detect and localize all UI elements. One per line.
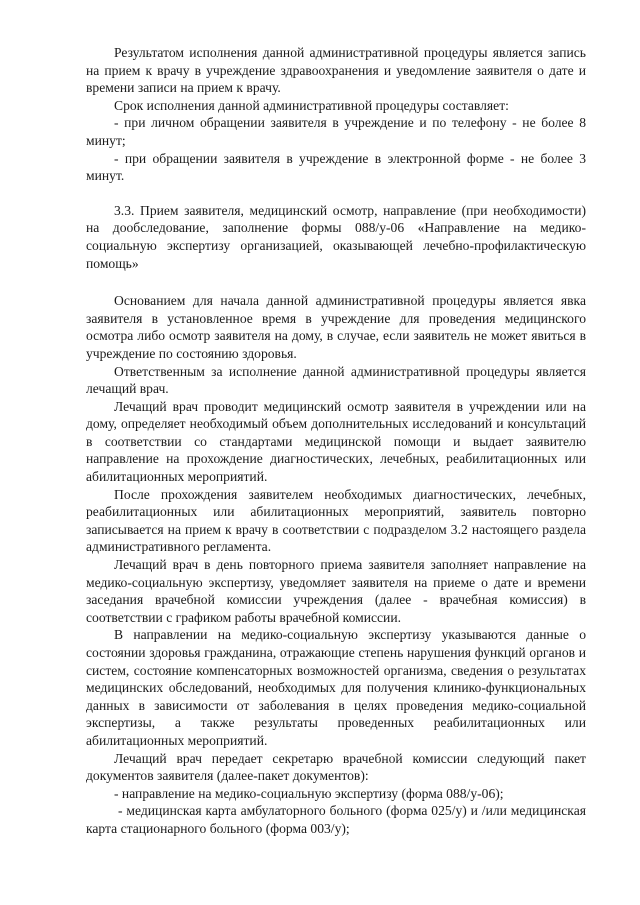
list-item-electronic: - при обращении заявителя в учреждение в электронной форме - не более 3 минут. xyxy=(86,150,586,184)
paragraph-referral-contents: В направлении на медико-социальную экспертизу указываются данные о состоянии здоровья гражданина, отражающие степень нарушения функций органов и систем, состояние компенсаторных возможностей организма, сведения о результатах медицинских обследований, необходимых для получения клинико-функциональных данных в зависимости от заболевания в целях проведения медико-социальной экспертизы, а также результаты проведенных реабилитационных или абилитационных мероприятий. xyxy=(86,627,586,748)
paragraph-result: Результатом исполнения данной административной процедуры является запись на прием к врачу в учреждение здравоохранения и уведомление заявителя о дате и времени записи на прием к врачу. xyxy=(86,45,586,96)
paragraph-examination: Лечащий врач проводит медицинский осмотр заявителя в учреждении или на дому, определяет необходимый объем дополнительных исследований и консультаций в соответствии со стандартами медицинской помощи и выдает заявителю направление на прохождение диагностических, лечебных, реабилитационных или абилитационных мероприятий. xyxy=(86,398,586,485)
spacer xyxy=(86,272,586,292)
paragraph-repeat-visit: Лечащий врач в день повторного приема заявителя заполняет направление на медико-социальную экспертизу, уведомляет заявителя на приеме о дате и времени заседания врачебной комиссии учреждения (далее - врачебная комиссия) в соответствии с графиком работы врачебной комиссии. xyxy=(86,557,586,625)
section-heading-3-3: 3.3. Прием заявителя, медицинский осмотр, направление (при необходимости) на дообследование, заполнение формы 088/у-06 «Направление на медико-социальную экспертизу организацией, оказывающей лечебно-профилактическую помощь» xyxy=(86,202,586,271)
paragraph-after-procedures: После прохождения заявителем необходимых диагностических, лечебных, реабилитационных или абилитационных мероприятий, заявитель повторно записывается на прием к врачу в соответствии с подразделом 3.2 настоящего раздела административного регламента. xyxy=(86,486,586,555)
spacer xyxy=(86,185,586,202)
paragraph-deadline: Срок исполнения данной административной процедуры составляет: xyxy=(114,97,509,113)
list-item-medical-card: - медицинская карта амбулаторного больного (форма 025/у) и /или медицинская карта стационарного больного (форма 003/у); xyxy=(86,803,586,836)
paragraph-basis: Основанием для начала данной административной процедуры является явка заявителя в установленное время в учреждение для проведения медицинского осмотра либо осмотр заявителя на дому, в случае, если заявитель не может явиться в учреждение по состоянию здоровья. xyxy=(86,293,586,361)
paragraph-document-package: Лечащий врач передает секретарю врачебной комиссии следующий пакет документов заявителя (далее-пакет документов): xyxy=(86,750,586,784)
paragraph-responsible: Ответственным за исполнение данной административной процедуры является лечащий врач. xyxy=(86,363,586,397)
list-item-in-person: - при личном обращении заявителя в учреждение и по телефону - не более 8 минут; xyxy=(86,115,586,148)
list-item-form-088: - направление на медико-социальную экспертизу (форма 088/у-06); xyxy=(114,785,504,801)
document-body xyxy=(86,44,586,838)
